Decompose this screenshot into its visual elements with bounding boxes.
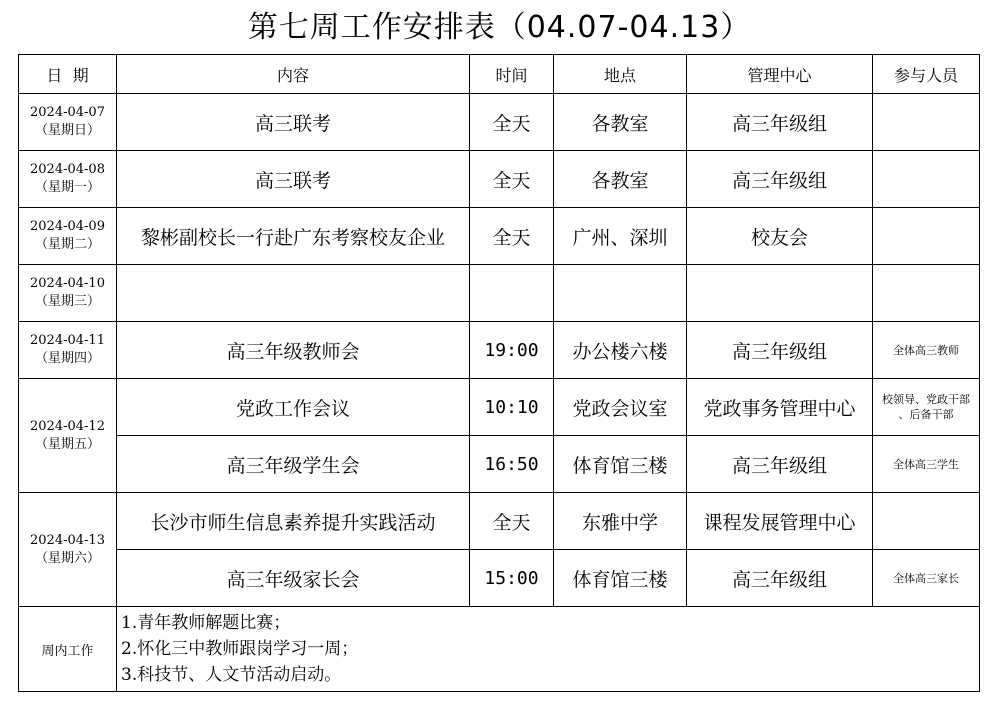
- place-cell: 各教室: [554, 151, 687, 208]
- participants-cell: [873, 94, 980, 151]
- weekday-text: （星期四）: [34, 351, 100, 366]
- place-cell: [554, 265, 687, 322]
- table-row: [19, 322, 980, 379]
- date-cell: [19, 493, 117, 607]
- schedule-table: [18, 54, 980, 692]
- place-cell: 体育馆三楼: [554, 550, 687, 607]
- date-cell: [19, 94, 117, 151]
- table-row: [19, 208, 980, 265]
- date-cell: [19, 265, 117, 322]
- weekday-text: （星期五）: [34, 436, 100, 452]
- center-cell: [687, 265, 873, 322]
- place-cell: 广州、深圳: [554, 208, 687, 265]
- content-cell: 长沙市师生信息素养提升实践活动: [117, 493, 470, 550]
- content-cell: 高三年级学生会: [117, 436, 470, 493]
- table-row: [19, 436, 980, 493]
- date-text: 2024-04-13: [30, 532, 105, 548]
- date-text: 2024-04-10: [30, 276, 105, 291]
- time-cell: 全天: [470, 493, 554, 550]
- weekday-text: （星期六）: [34, 550, 100, 566]
- participants-cell: [873, 493, 980, 550]
- weekly-item: 2.怀化三中教师跟岗学习一周；: [121, 639, 359, 659]
- place-cell: 办公楼六楼: [554, 322, 687, 379]
- page-title: 第七周工作安排表（04.07-04.13）: [247, 10, 752, 45]
- participants-line: 校领导、党政干部: [882, 393, 970, 406]
- center-cell: 高三年级组: [687, 322, 873, 379]
- date-text: 2024-04-09: [30, 219, 105, 234]
- center-cell: 课程发展管理中心: [687, 493, 873, 550]
- place-cell: 体育馆三楼: [554, 436, 687, 493]
- content-cell: 黎彬副校长一行赴广东考察校友企业: [117, 208, 470, 265]
- participants-cell: [873, 265, 980, 322]
- table-row: [19, 94, 980, 151]
- time-cell: 全天: [470, 94, 554, 151]
- weekday-text: （星期一）: [34, 180, 100, 195]
- date-text: 2024-04-12: [30, 418, 105, 434]
- time-cell: 16:50: [470, 436, 554, 493]
- table-row: [19, 151, 980, 208]
- date-cell: [19, 322, 117, 379]
- date-cell: [19, 208, 117, 265]
- header-content: 内容: [117, 55, 470, 94]
- place-cell: 各教室: [554, 94, 687, 151]
- participants-cell: [873, 379, 980, 436]
- time-cell: 19:00: [470, 322, 554, 379]
- center-cell: 高三年级组: [687, 94, 873, 151]
- date-cell: [19, 379, 117, 493]
- content-cell: 高三年级教师会: [117, 322, 470, 379]
- weekday-text: （星期日）: [34, 123, 100, 138]
- center-cell: 高三年级组: [687, 151, 873, 208]
- table-row: [19, 493, 980, 550]
- content-cell: 高三联考: [117, 151, 470, 208]
- header-participants: 参与人员: [873, 55, 980, 94]
- center-cell: 校友会: [687, 208, 873, 265]
- weekly-item: 3.科技节、人文节活动启动。: [121, 665, 342, 685]
- participants-cell: 全体高三学生: [873, 436, 980, 493]
- time-cell: 10:10: [470, 379, 554, 436]
- time-cell: 全天: [470, 151, 554, 208]
- header-row: [19, 55, 980, 94]
- content-cell: [117, 265, 470, 322]
- weekday-text: （星期二）: [34, 237, 100, 252]
- header-place: 地点: [554, 55, 687, 94]
- time-cell: 15:00: [470, 550, 554, 607]
- time-cell: [470, 265, 554, 322]
- date-text: 2024-04-11: [30, 333, 105, 348]
- place-cell: 党政会议室: [554, 379, 687, 436]
- participants-cell: 全体高三教师: [873, 322, 980, 379]
- time-cell: 全天: [470, 208, 554, 265]
- participants-cell: [873, 208, 980, 265]
- date-cell: [19, 151, 117, 208]
- weekly-item: 1.青年教师解题比赛；: [121, 613, 291, 633]
- weekday-text: （星期三）: [34, 294, 100, 309]
- content-cell: 高三年级家长会: [117, 550, 470, 607]
- weekly-items: [117, 607, 980, 692]
- center-cell: 高三年级组: [687, 436, 873, 493]
- table-row: [19, 379, 980, 436]
- weekly-label: 周内工作: [19, 607, 117, 692]
- place-cell: 东雅中学: [554, 493, 687, 550]
- table-row: [19, 550, 980, 607]
- header-date: 日 期: [19, 55, 117, 94]
- participants-cell: [873, 151, 980, 208]
- table-row: [19, 265, 980, 322]
- weekly-row: [19, 607, 980, 692]
- center-cell: 高三年级组: [687, 550, 873, 607]
- header-center: 管理中心: [687, 55, 873, 94]
- content-cell: 党政工作会议: [117, 379, 470, 436]
- participants-line: 、后备干部: [898, 408, 954, 421]
- header-time: 时间: [470, 55, 554, 94]
- center-cell: 党政事务管理中心: [687, 379, 873, 436]
- date-text: 2024-04-07: [30, 105, 105, 120]
- date-text: 2024-04-08: [30, 162, 105, 177]
- participants-cell: 全体高三家长: [873, 550, 980, 607]
- content-cell: 高三联考: [117, 94, 470, 151]
